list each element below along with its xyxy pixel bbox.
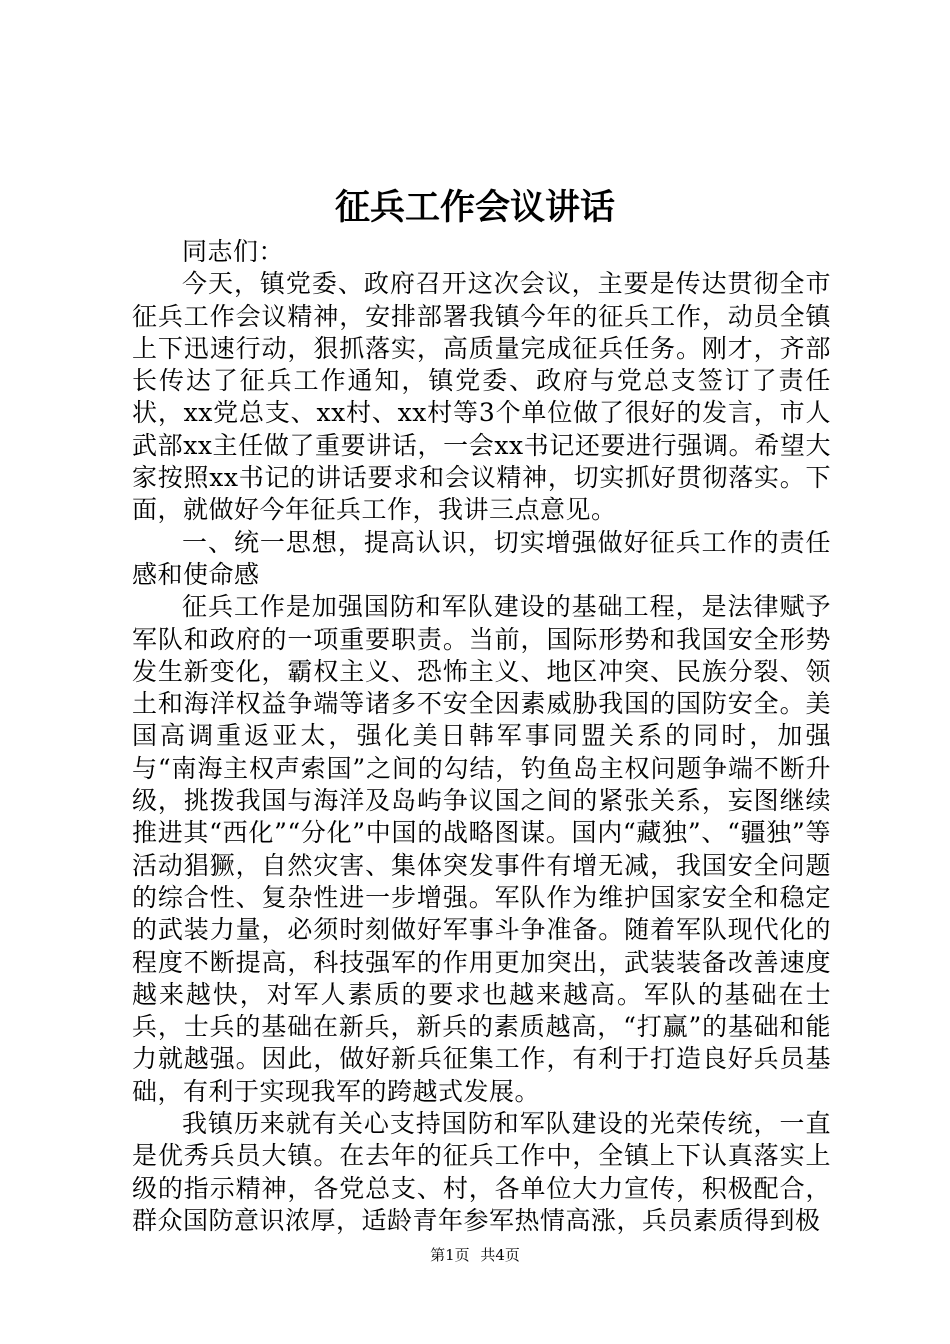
- body-paragraph: 今天，镇党委、政府召开这次会议，主要是传达贯彻全市征兵工作会议精神，安排部署我镇今年的征兵工作，动员全镇上下迅速行动，狠抓落实，高质量完成征兵任务。刚才，齐部长传达了征兵工作通知，镇党委、政府与党总支签订了责任状，xx党总支、xx村、xx村等3个单位做了很好的发言，市人武部xx主任做了重要讲话，一会xx书记还要进行强调。希望大家按照xx书记的讲话要求和会议精神，切实抓好贯彻落实。下面，就做好今年征兵工作，我讲三点意见。: [132, 269, 831, 525]
- document-title: 征兵工作会议讲话: [334, 188, 615, 228]
- document-body: [132, 236, 831, 1237]
- salutation-paragraph: 同志们：: [182, 237, 285, 266]
- body-paragraph: 征兵工作是加强国防和军队建设的基础工程，是法律赋予军队和政府的一项重要职责。当前，国际形势和我国安全形势发生新变化，霸权主义、恐怖主义、地区冲突、民族分裂、领土和海洋权益争端等诸多不安全因素威胁我国的国防安全。美国高调重返亚太，强化美日韩军事同盟关系的同时，加强与“南海主权声索国”之间的勾结，钓鱼岛主权问题争端不断升级，挑拨我国与海洋及岛屿争议国之间的紧张关系，妄图继续推进其“西化”“分化”中国的战略图谋。国内“藏独”、“疆独”等活动猖獗，自然灾害、集体突发事件有增无减，我国安全问题的综合性、复杂性进一步增强。军队作为维护国家安全和稳定的武装力量，必须时刻做好军事斗争准备。随着军队现代化的程度不断提高，科技强军的作用更加突出，武装装备改善速度越来越快，对军人素质的要求也越来越高。军队的基础在士兵，士兵的基础在新兵，新兵的素质越高，“打赢”的基础和能力就越强。因此，做好新兵征集工作，有利于打造良好兵员基础，有利于实现我军的跨越式发展。: [132, 592, 831, 1106]
- page-total: 共4页: [480, 1246, 520, 1264]
- page-footer: [0, 1244, 950, 1265]
- section-heading: 一、统一思想，提高认识，切实增强做好征兵工作的责任感和使命感: [132, 527, 831, 589]
- page-number: 第1页: [430, 1246, 470, 1264]
- body-paragraph: 我镇历来就有关心支持国防和军队建设的光荣传统，一直是优秀兵员大镇。在去年的征兵工作中，全镇上下认真落实上级的指示精神，各党总支、村，各单位大力宣传，积极配合，群众国防意识浓厚，适龄青年参军热情高涨，兵员素质得到极: [132, 1109, 831, 1235]
